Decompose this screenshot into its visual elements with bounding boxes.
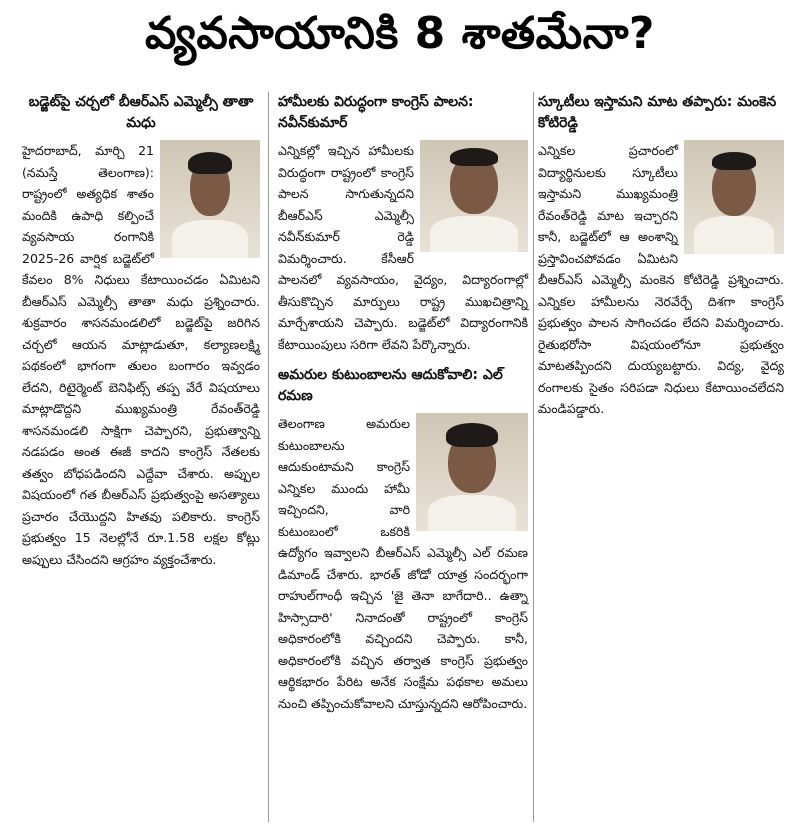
- article-tata-madhu: [22, 92, 260, 570]
- article-title: హామీలకు విరుద్ధంగా కాంగ్రెస్ పాలన: నవీన్‌కుమార్: [278, 94, 474, 131]
- article-body: ఎన్నికల్లో ఇచ్చిన హామీలకు విరుద్ధంగా రాష్ట్రంలో కాంగ్రెస్ పాలన సాగుతున్నదని బీఆర్‌ఎస్ ఎమ్మెల్సీ నవీన్‌కుమార్ రెడ్డి విమర్శించారు. కేసీఆర్ పాలనలో వ్యవసాయం, వైద్యం, విద్యారంగాల్లో తీసుకొచ్చిన మార్పులు రాష్ట్ర ముఖచిత్రాన్ని మార్చేశాయని చెప్పారు. బడ్జెట్‌లో విద్యారంగానికి కేటాయింపులు సరిగా లేవని పేర్కొన్నారు.: [278, 143, 528, 352]
- photo-l-ramana: [416, 413, 528, 531]
- photo-mankena-kotireddy: [684, 140, 784, 254]
- article-title: బడ్జెట్‌పై చర్చలో బీఆర్‌ఎస్ ఎమ్మెల్సీ తాతా మధు: [28, 94, 254, 131]
- article-mankena-kotireddy: [538, 92, 784, 420]
- article-body: ఎన్నికల ప్రచారంలో విద్యార్థినులకు స్కూటీలు ఇస్తామని ముఖ్యమంత్రి రేవంత్‌రెడ్డి మాట ఇచ్చారని కానీ, బడ్జెట్‌లో ఆ అంశాన్ని ప్రస్తావించపోవడం ఏమిటని బీఆర్‌ఎస్ ఎమ్మెల్సీ మంకెన కోటిరెడ్డి ప్రశ్నించారు. ఎన్నికల హామీలను నెరవేర్చే దిశగా కాంగ్రెస్ ప్రభుత్వం పాలన సాగించడం లేదని విమర్శించారు. రైతుభరోసా విషయంలోనూ ప్రభుత్వం మాటతప్పిందని దుయ్యబట్టారు. విద్య, వైద్య రంగాలకు సైతం సరిపడా నిధులు కేటాయించలేదని మండిపడ్డారు.: [538, 143, 784, 416]
- column-divider: [268, 92, 269, 822]
- photo-tata-madhu: [160, 140, 260, 258]
- article-title: స్కూటీలు ఇస్తామని మాట తప్పారు: మంకెన కోటిరెడ్డి: [538, 94, 777, 131]
- photo-naveen-kumar: [420, 140, 528, 252]
- article-naveen-kumar: [278, 92, 528, 714]
- article-body: తెలంగాణ అమరుల కుటుంబాలను ఆదుకుంటామని కాంగ్రెస్ ఎన్నికల ముందు హామీ ఇచ్చిందని, వారి కుటుంబంలో ఒకరికి ఉద్యోగం ఇవ్వాలని బీఆర్‌ఎస్ ఎమ్మెల్సీ ఎల్ రమణ డిమాండ్ చేశారు. భారత్ జోడో యాత్ర సందర్భంగా రాహుల్‌గాంధీ ఇచ్చిన 'జై తెనా బాగేదారి.. ఉత్నా హిస్సాదారి' నినాదంతో రాష్ట్రంలో కాంగ్రెస్ అధికారంలోకి వచ్చిందని చెప్పారు. కానీ, అధికారంలోకి వచ్చిన తర్వాత కాంగ్రెస్ ప్రభుత్వం ఆర్థికభారం పేరిట అనేక సంక్షేమ పథకాల అమలు నుంచి తప్పించుకోవాలని చూస్తున్నదని ఆరోపించారు.: [278, 416, 528, 711]
- column-divider: [533, 92, 534, 822]
- article-body: హైదరాబాద్, మార్చి 21 (నమస్తే తెలంగాణ): రాష్ట్రంలో అత్యధిక శాతం మందికి ఉపాధి కల్పించే వ్యవసాయ రంగానికి 2025-26 వార్షిక బడ్జెట్‌లో కేవలం 8% నిధులు కేటాయించడం ఏమిటని బీఆర్‌ఎస్ ఎమ్మెల్సీ తాతా మధు ప్రశ్నించారు. శుక్రవారం శాసనమండలిలో బడ్జెట్‌పై జరిగిన చర్చలో ఆయన మాట్లాడుతూ, కల్యాణలక్ష్మి పథకంలో భాగంగా తులం బంగారం ఇవ్వడం లేదని, రిటైర్మెంట్ బెనిఫిట్స్ తప్ప వేరే విషయాలు మాట్లాడొద్దని ముఖ్యమంత్రి రేవంత్‌రెడ్డి శాసనమండలి సాక్షిగా చెప్పారని, ప్రభుత్వాన్ని నడపడం అంత ఈజీ కాదని కాంగ్రెస్ నేతలకు తత్వం బోధపడిందని ఎద్దేవా చేశారు. అప్పుల విషయంలో గత బీఆర్‌ఎస్ ప్రభుత్వంపై అసత్యాలు ప్రచారం చేయొద్దని హితవు పలికారు. కాంగ్రెస్ ప్రభుత్వం 15 నెలల్లోనే రూ.1.58 లక్షల కోట్లు అప్పులు చేసిందని ఆగ్రహం వ్యక్తంచేశారు.: [22, 143, 260, 567]
- article-title: అమరుల కుటుంబాలను ఆదుకోవాలి: ఎల్ రమణ: [278, 367, 503, 404]
- headline: వ్యవసాయానికి 8 శాతమేనా?: [145, 8, 655, 59]
